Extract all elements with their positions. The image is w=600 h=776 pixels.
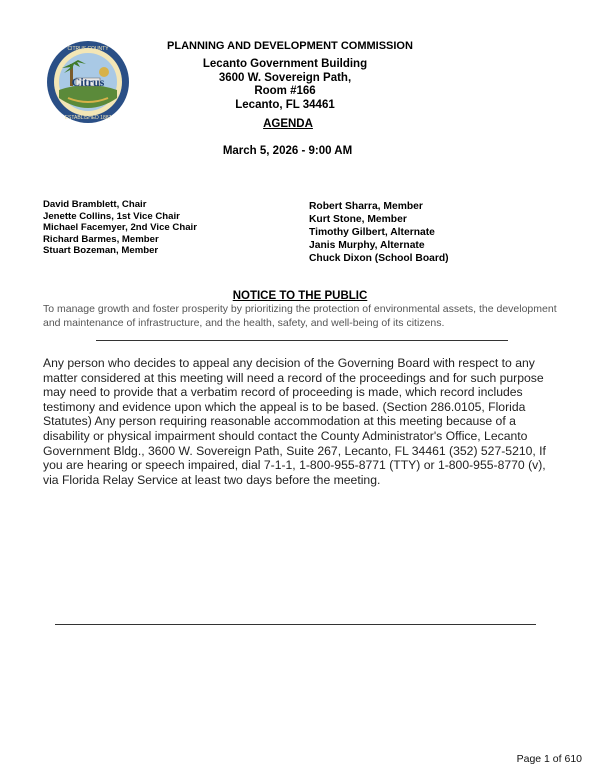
svg-text:Citrus: Citrus xyxy=(71,75,105,89)
member-entry: Janis Murphy, Alternate xyxy=(309,239,425,251)
mission-statement: To manage growth and foster prosperity by prioritizing the protection of environmental assets, the development and maintenance of infrastructure, and the health, safety, and well-being of its citizens. xyxy=(43,303,557,329)
page-number: Page 1 of 610 xyxy=(516,753,582,765)
member-entry: Michael Facemyer, 2nd Vice Chair xyxy=(43,222,197,233)
city-state-zip: Lecanto, FL 34461 xyxy=(235,98,335,111)
commission-title: PLANNING AND DEVELOPMENT COMMISSION xyxy=(167,40,413,52)
street-address: 3600 W. Sovereign Path, xyxy=(218,71,352,84)
member-entry: Richard Barmes, Member xyxy=(43,233,159,245)
member-entry: Stuart Bozeman, Member xyxy=(43,245,159,256)
county-seal-logo xyxy=(46,40,130,124)
svg-text:CITRUS COUNTY: CITRUS COUNTY xyxy=(67,46,109,52)
divider-line xyxy=(55,624,536,625)
building-name: Lecanto Government Building xyxy=(202,58,368,70)
members-list-right xyxy=(309,201,509,266)
member-entry: Timothy Gilbert, Alternate xyxy=(309,226,435,238)
member-entry: Robert Sharra, Member xyxy=(309,201,423,212)
member-entry: Jenette Collins, 1st Vice Chair xyxy=(43,210,180,222)
member-entry: Kurt Stone, Member xyxy=(309,213,407,225)
notice-heading: NOTICE TO THE PUBLIC xyxy=(232,290,368,302)
svg-text:ESTABLISHED 1887: ESTABLISHED 1887 xyxy=(64,115,112,121)
member-entry: David Bramblett, Chair xyxy=(43,199,147,210)
divider-line xyxy=(96,340,508,341)
members-list-left xyxy=(43,199,243,257)
agenda-heading: AGENDA xyxy=(263,118,313,130)
room-number: Room #166 xyxy=(254,85,316,98)
member-entry: Chuck Dixon (School Board) xyxy=(309,252,449,264)
public-notice-text: Any person who decides to appeal any decision of the Governing Board with respect to any matter considered at this meeting will need a record of the proceedings and for such purpose may need to provide that a verbatim record of proceeding is made, which record includes testimony and evidence upon which the appeal is to be based. (Section 286.0105, Florida Statutes) Any person requiring reasonable accommodation at this meeting because of a disability or physical impairment should contact the County Administrator's Office, Lecanto Government Bldg., 3600 W. Sovereign Path, Suite 267, Lecanto, FL 34461 (352) 527-5210, If you are hearing or speech impaired, dial 7-1-1, 1-800-955-8771 (TTY) or 1-800-955-8770 (v), via Florida Relay Service at least two days before the meeting. xyxy=(43,356,546,487)
meeting-address xyxy=(180,58,390,112)
meeting-date: March 5, 2026 - 9:00 AM xyxy=(222,145,353,157)
